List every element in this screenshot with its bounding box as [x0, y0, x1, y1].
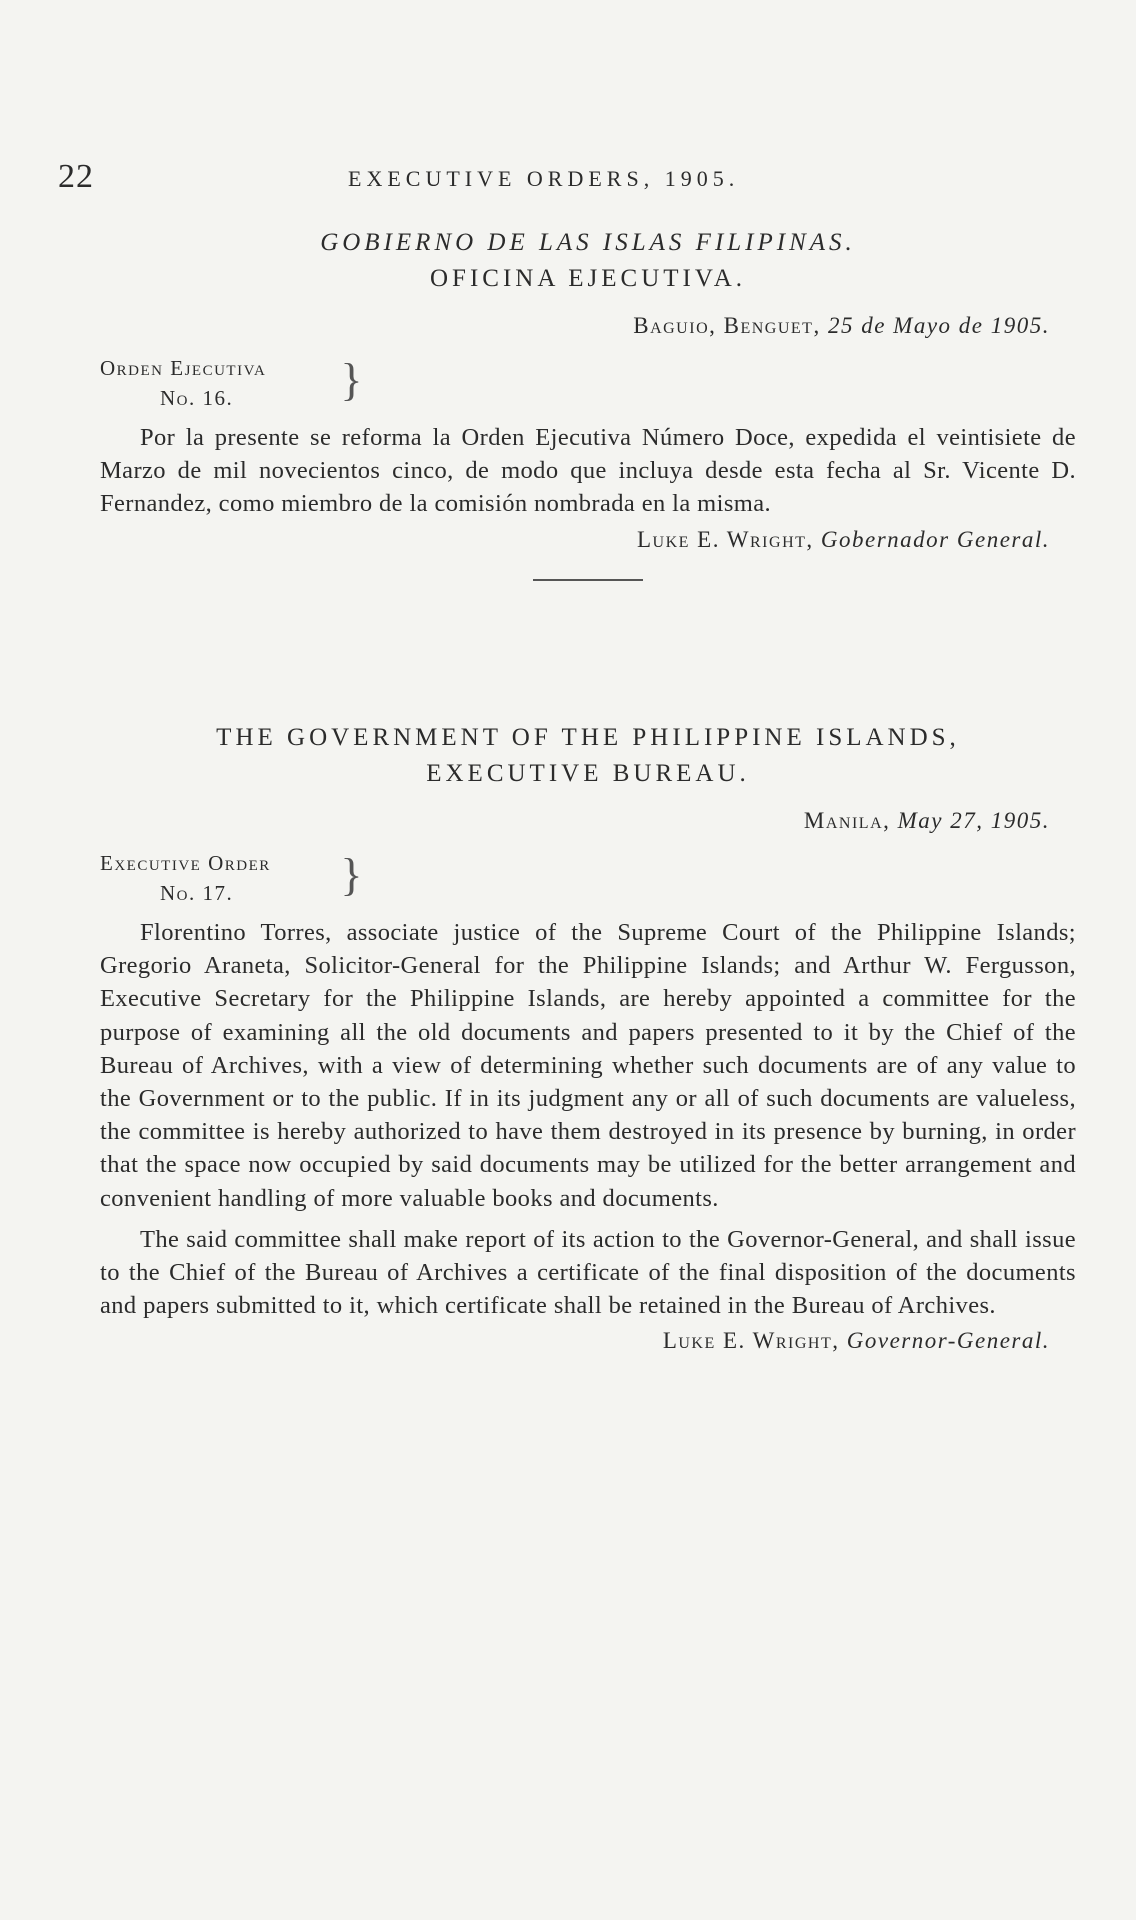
english-heading-line1: THE GOVERNMENT OF THE PHILIPPINE ISLANDS,	[216, 724, 960, 751]
spanish-date: 25 de Mayo de 1905.	[827, 313, 1050, 338]
english-heading-line2: EXECUTIVE BUREAU.	[426, 760, 750, 787]
english-order-label: Executive Order	[100, 851, 271, 875]
spanish-signature	[100, 527, 1076, 553]
spanish-order	[100, 225, 1076, 581]
brace-glyph: }	[340, 849, 364, 900]
running-title: EXECUTIVE ORDERS, 1905.	[348, 166, 740, 191]
running-head	[58, 158, 1078, 198]
spanish-signer-title: Gobernador General.	[820, 526, 1050, 552]
english-paragraph-1: Florentino Torres, associate justice of the Supreme Court of the Philippine Islands; Gregorio Araneta, Solicitor-General for the Philippine Islands; and Arthur W. Fergusson, Executive Secretary for the Philippine Islands, are hereby appointed a committee for the purpose of examining all the old documents and papers presented to it by the Chief of the Bureau of Archives, with a view of determining whether such documents are of any value to the Government or to the public. If in its judgment any or all of such documents are valueless, the committee is hereby authorized to have them destroyed in its presence by burning, in order that the space now occupied by said documents may be utilized for the better arrangement and convenient handling of more valuable books and documents.	[100, 919, 1076, 1212]
spanish-order-number: No. 16.	[160, 386, 234, 410]
spanish-dateline	[100, 313, 1076, 339]
spanish-order-label: Orden Ejecutiva	[100, 356, 267, 380]
section-divider	[533, 579, 643, 581]
english-signer-title: Governor-General.	[846, 1328, 1050, 1354]
english-signer-name: Luke E. Wright,	[662, 1328, 840, 1354]
english-place: Manila,	[803, 808, 891, 833]
english-dateline	[100, 808, 1076, 834]
english-paragraph-2: The said committee shall make report of its action to the Governor-General, and shall issue to the Chief of the Bureau of Archives a certificate of the final disposition of the documents and papers submitted to it, which certificate shall be retained in the Bureau of Archives.	[100, 1225, 1076, 1320]
english-signature	[100, 1328, 1076, 1354]
brace-glyph: }	[340, 354, 364, 405]
spanish-signer-name: Luke E. Wright,	[636, 526, 814, 552]
english-order-id	[100, 848, 370, 908]
spanish-heading-line2: OFICINA EJECUTIVA.	[430, 265, 746, 292]
page-number: 22	[58, 158, 94, 195]
spanish-heading-line1: GOBIERNO DE LAS ISLAS FILIPINAS.	[320, 229, 856, 256]
spanish-body: Por la presente se reforma la Orden Ejecutiva Número Doce, expedida el veintisiete de Marzo de mil novecientos cinco, de modo que incluya desde esta fecha al Sr. Vicente D. Fernandez, como miembro de la comisión nombrada en la misma.	[100, 424, 1076, 518]
spanish-place: Baguio, Benguet,	[633, 313, 821, 338]
english-order-number: No. 17.	[160, 881, 234, 905]
spanish-order-id	[100, 353, 370, 413]
english-order	[100, 720, 1076, 1354]
english-date: May 27, 1905.	[897, 808, 1050, 833]
